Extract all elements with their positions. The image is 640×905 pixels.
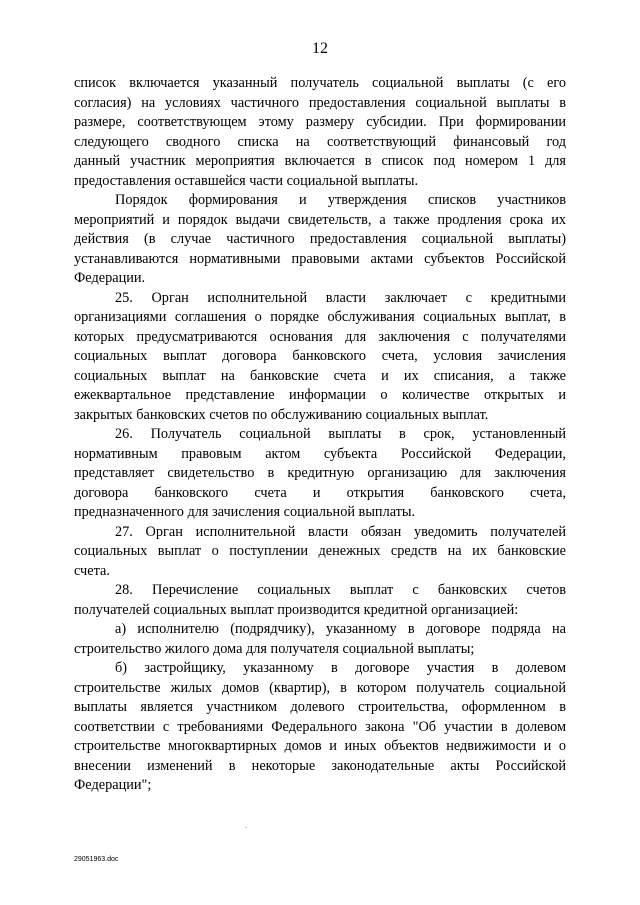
text-line: Федерации. xyxy=(74,270,146,286)
text-line: данный участник мероприятия включается в список под номером 1 для xyxy=(74,153,566,169)
text-line: размере, соответствующем этому размеру субсидии. При формировании xyxy=(74,114,566,130)
text-line: организациями соглашения о порядке обслуживания социальных выплат, в xyxy=(74,309,566,325)
text-line: ежеквартальное представление информации о количестве открытых и xyxy=(74,387,566,403)
text-line: договора банковского счета и открытия банковского счета, xyxy=(74,484,566,501)
text-line: нормативным правовым актом субъекта Российской Федерации, xyxy=(74,445,566,462)
text-line: предназначенного для зачисления социальной выплаты. xyxy=(74,504,416,520)
text-line: 26. Получатель социальной выплаты в срок, установленный xyxy=(115,426,566,442)
text-line: строительство жилого дома для получателя социальной выплаты; xyxy=(74,640,475,657)
text-line: 27. Орган исполнительной власти обязан уведомить получателей xyxy=(115,523,566,540)
text-line: счета. xyxy=(74,562,110,579)
text-line: выплаты является участником долевого строительства, оформленном в xyxy=(74,699,566,715)
paragraph xyxy=(74,289,566,426)
text-line: строительстве многоквартирных домов и иных объектов недвижимости и о xyxy=(74,738,566,754)
scan-mark xyxy=(245,827,247,828)
text-line: мероприятий и порядок выдачи свидетельств, а также продления срока их xyxy=(74,211,566,228)
text-line: социальных выплат договора банковского счета, условия зачисления xyxy=(74,348,566,364)
text-line: а) исполнителю (подрядчику), указанному в договоре подряда на xyxy=(115,621,566,637)
paragraph xyxy=(74,425,566,523)
text-line: 28. Перечисление социальных выплат с банковских счетов xyxy=(115,582,566,598)
text-line: следующего сводного списка на соответствующий финансовый год xyxy=(74,133,566,150)
text-line: социальных выплат на банковские счета и их списания, а также xyxy=(74,367,566,384)
text-line: Федерации"; xyxy=(74,777,152,793)
text-line: строительстве жилых домов (квартир), в котором получатель социальной xyxy=(74,679,566,696)
text-line: получателей социальных выплат производится кредитной организацией: xyxy=(74,601,519,618)
paragraph xyxy=(74,191,566,289)
document-body xyxy=(74,74,566,796)
paragraph xyxy=(74,659,566,796)
paragraph xyxy=(74,581,566,620)
text-line: б) застройщику, указанному в договоре участия в долевом xyxy=(115,660,566,676)
text-line: соответствии с требованиями Федерального закона "Об участии в долевом xyxy=(74,718,566,735)
text-line: устанавливаются нормативными правовыми актами субъектов Российской xyxy=(74,250,566,267)
paragraph xyxy=(74,74,566,191)
text-line: представляет свидетельство в кредитную организацию для заключения xyxy=(74,465,566,481)
text-line: внесении изменений в некоторые законодательные акты Российской xyxy=(74,757,566,774)
text-line: предоставления оставшейся части социальной выплаты. xyxy=(74,172,419,189)
text-line: список включается указанный получатель социальной выплаты (с его xyxy=(74,75,566,91)
page-number: 12 xyxy=(312,40,328,57)
text-line: закрытых банковских счетов по обслуживанию социальных выплат. xyxy=(74,406,489,423)
text-line: социальных выплат о поступлении денежных средств на их банковские xyxy=(74,543,566,559)
text-line: Порядок формирования и утверждения списков участников xyxy=(115,192,566,208)
text-line: которых предусматриваются основания для заключения с получателями xyxy=(74,328,566,345)
text-line: согласия) на условиях частичного предоставления социальной выплаты в xyxy=(74,94,566,111)
paragraph xyxy=(74,620,566,659)
text-line: действия (в случае частичного предоставления социальной выплаты) xyxy=(74,231,566,247)
footer-file-name: 29051963.doc xyxy=(74,856,119,863)
text-line: 25. Орган исполнительной власти заключает с кредитными xyxy=(115,289,566,306)
paragraph xyxy=(74,523,566,582)
